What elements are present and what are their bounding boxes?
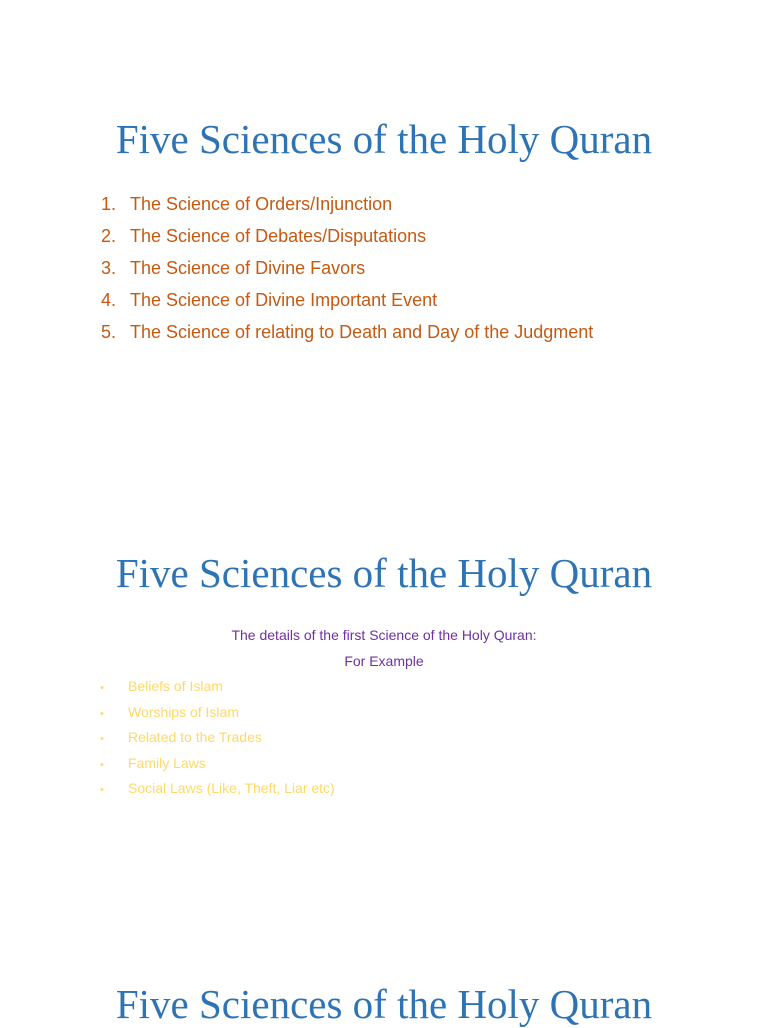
- list-item: [100, 676, 335, 702]
- list-number: 3.: [101, 258, 117, 278]
- list-item: [101, 222, 593, 254]
- list-number: 2.: [101, 226, 117, 246]
- list-item: [100, 702, 335, 728]
- list-item-text: The Science of Divine Important Event: [130, 290, 438, 310]
- list-item: [101, 254, 593, 286]
- list-item-text: Related to the Trades: [128, 729, 262, 745]
- list-item: [100, 778, 335, 804]
- list-number: 1.: [101, 194, 117, 214]
- list-item: [101, 190, 593, 222]
- list-item-text: The Science of Debates/Disputations: [130, 226, 427, 246]
- list-number: 5.: [101, 322, 117, 342]
- bullet-icon: •: [100, 733, 104, 745]
- slide-1: [0, 0, 768, 430]
- slide-title: Five Sciences of the Holy Quran: [115, 550, 653, 596]
- list-number: 4.: [101, 290, 117, 310]
- slide-title: Five Sciences of the Holy Quran: [115, 981, 653, 1027]
- list-item-text: Beliefs of Islam: [128, 678, 223, 694]
- sciences-numbered-list: [101, 190, 593, 350]
- list-item: [100, 727, 335, 753]
- list-item-text: The Science of Divine Favors: [130, 258, 366, 278]
- slide-title: Five Sciences of the Holy Quran: [115, 116, 653, 162]
- bullet-icon: •: [100, 682, 104, 694]
- slide-2: [0, 430, 768, 860]
- slide-subtitle-example: For Example: [344, 653, 424, 669]
- slide-3: [0, 860, 768, 1027]
- bullet-icon: •: [100, 758, 104, 771]
- list-item-text: The Science of Orders/Injunction: [130, 194, 393, 214]
- list-item: [100, 753, 335, 779]
- slide-subtitle: The details of the first Science of the Holy Quran:: [231, 627, 537, 643]
- bullet-icon: •: [100, 784, 104, 796]
- bullet-icon: •: [100, 707, 104, 720]
- list-item: [101, 286, 593, 318]
- list-item-text: Family Laws: [128, 754, 206, 771]
- list-item: [101, 318, 593, 350]
- list-item-text: Social Laws (Like, Theft, Liar etc): [128, 780, 335, 796]
- list-item-text: The Science of relating to Death and Day of the Judgment: [130, 322, 594, 342]
- first-science-bullet-list: [100, 676, 335, 804]
- list-item-text: Worships of Islam: [128, 703, 239, 720]
